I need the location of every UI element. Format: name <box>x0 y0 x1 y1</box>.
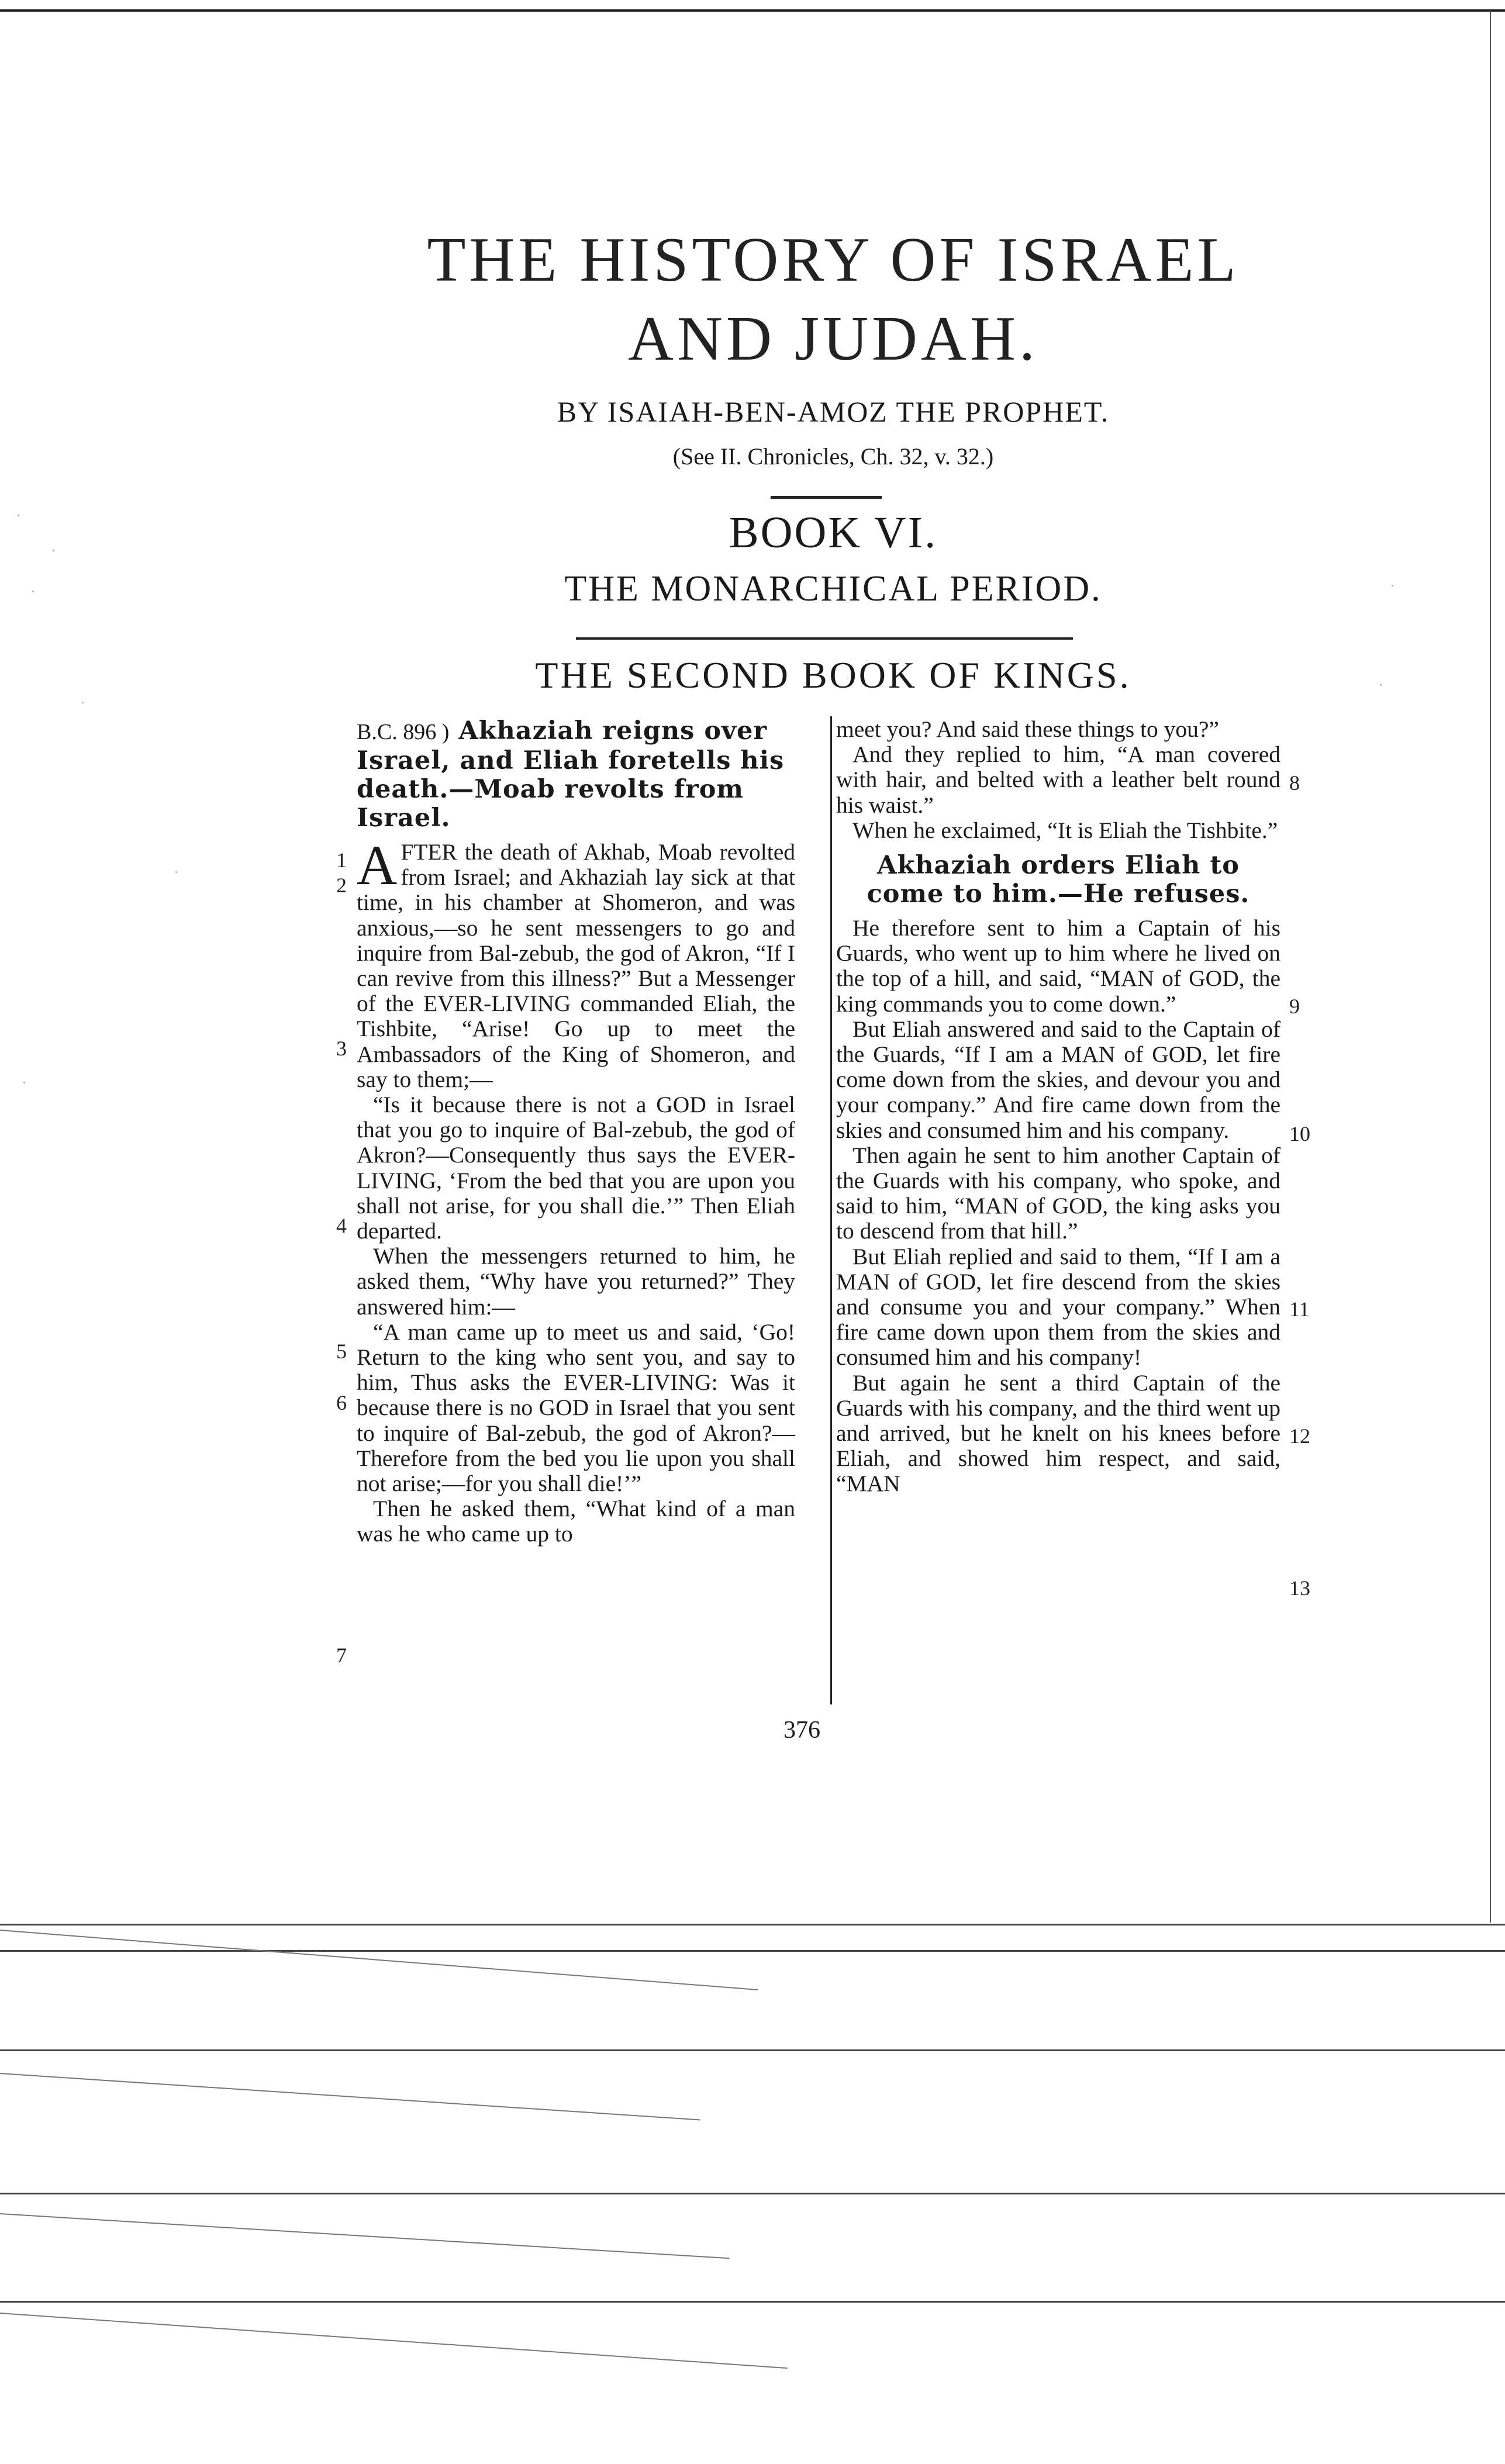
right-column <box>836 717 1280 1497</box>
section-rule <box>576 637 1073 640</box>
scan-speck <box>23 1082 25 1083</box>
paragraph: But again he sent a third Captain of the Guards with his company, and the third went up and arrived, but he knelt on his knees before Eliah, and showed him respect, and said, “MAN <box>836 1369 1280 1497</box>
title-rule <box>771 496 882 499</box>
verse-number: 1 <box>336 848 347 872</box>
verse-number: 6 <box>336 1391 347 1414</box>
section-heading: THE SECOND BOOK OF KINGS. <box>535 654 1131 696</box>
paragraph <box>357 834 795 1092</box>
verse-number: 13 <box>1289 1576 1310 1600</box>
paragraph: Then he asked them, “What kind of a man was he who came up to <box>357 1496 795 1547</box>
page-right-edge <box>1490 11 1491 1923</box>
verse-number: 12 <box>1289 1424 1310 1448</box>
verse-number: 4 <box>336 1214 347 1237</box>
scan-speck <box>1392 585 1393 586</box>
paragraph: He therefore sent to him a Captain of his Guards, who went up to him where he lived on the top of a hill, and said, “MAN of GOD, the king commands you to come down.” <box>836 915 1280 1017</box>
scan-artifact-line <box>0 1930 758 1990</box>
left-column <box>357 717 795 1547</box>
paragraph: “Is it because there is not a GOD in Israel that you go to inquire of Bal-zebub, the god of Akron?—Consequently thus says the EVER-LIVING, ‘From the bed that you are upon you shall not arise, for you shall die.’” Then Eliah departed. <box>357 1092 795 1244</box>
paragraph: Then again he sent to him another Captain of the Guards with his company, who spoke, and said to him, “MAN of GOD, the king asks you to descend from that hill.” <box>836 1142 1280 1244</box>
scan-speck <box>175 871 177 873</box>
period-heading: THE MONARCHICAL PERIOD. <box>564 569 1102 609</box>
paragraph: “A man came up to meet us and said, ‘Go! Return to the king who sent you, and say to him, Thus asks the EVER-LIVING: Was it because there is no GOD in Israel that you sent to inquire of Bal-zebub, the god of Akron?—Therefore from the bed you lie upon you shall not arise;—for you shall die!’” <box>357 1319 795 1497</box>
page-number: 376 <box>783 1717 820 1744</box>
right-section-heading: Akhaziah orders Eliah to come to him.—He refuses. <box>867 851 1250 909</box>
verse-number: 5 <box>336 1340 347 1363</box>
paragraph-text: FTER the death of Akhab, Moab revolted from Israel; and Akhaziah lay sick at that time, in his chamber at Shomeron, and was anxious,—so he sent messengers to go and inquire from Bal-zebub, the god of Akron, “If I can revive from this illness?” But a Messenger of the EVER-LIVING commanded Eliah, the Tishbite, “Arise! Go up to meet the Ambassadors of the King of Shomeron, and say to them;— <box>357 839 795 1092</box>
paragraph: When the messengers returned to him, he asked them, “Why have you returned?” They answered him:— <box>357 1243 795 1320</box>
drop-cap: A <box>357 834 398 896</box>
scan-artifact-line <box>0 2193 1505 2194</box>
scan-artifact-line <box>0 2301 1505 2303</box>
scan-artifact-line <box>0 2049 1505 2051</box>
scan-artifact-line <box>0 1924 1505 1925</box>
verse-number: 11 <box>1289 1297 1310 1321</box>
verse-number: 9 <box>1289 995 1300 1018</box>
left-section-heading <box>357 717 795 833</box>
book-heading: BOOK VI. <box>729 508 938 557</box>
scan-artifact-line <box>0 1950 1505 1952</box>
scan-speck <box>32 591 34 592</box>
byline: BY ISAIAH-BEN-AMOZ THE PROPHET. <box>557 395 1110 428</box>
scan-artifact-line <box>0 2073 700 2121</box>
verse-number: 3 <box>336 1037 347 1060</box>
verse-number: 7 <box>336 1644 347 1667</box>
paragraph: When he exclaimed, “It is Eliah the Tishbite.” <box>852 817 1278 843</box>
paragraph: meet you? And said these things to you?” <box>836 716 1219 742</box>
paragraph: But Eliah answered and said to the Captain of the Guards, “If I am a MAN of GOD, let fire come down from the skies, and devour you and your company.” And fire came down from the skies and consumed him and his company. <box>836 1016 1280 1143</box>
column-divider <box>830 716 832 1704</box>
scan-speck <box>1380 684 1382 686</box>
scan-artifact-line <box>0 2213 730 2259</box>
date-marker: B.C. 896 ) <box>357 720 450 744</box>
verse-number: 8 <box>1289 771 1300 795</box>
title-line-1: THE HISTORY OF ISRAEL <box>427 225 1240 295</box>
scan-speck <box>82 702 84 703</box>
title-line-2: AND JUDAH. <box>628 304 1038 374</box>
page-top-border <box>0 9 1505 12</box>
scan-speck <box>18 515 19 516</box>
verse-number: 2 <box>336 874 347 897</box>
reference-note: (See II. Chronicles, Ch. 32, v. 32.) <box>672 443 994 470</box>
scan-artifact-line <box>0 2313 788 2369</box>
scan-speck <box>53 550 54 551</box>
paragraph: And they replied to him, “A man covered with hair, and belted with a leather belt round his waist.” <box>836 741 1280 818</box>
verse-number: 10 <box>1289 1122 1310 1145</box>
paragraph: But Eliah replied and said to them, “If I am a MAN of GOD, let fire descend from the skies and consume you and your company.” When fire came down upon them from the skies and consumed him and his company! <box>836 1243 1280 1371</box>
left-heading-text: Akhaziah reigns over Israel, and Eliah foretells his death.—Moab revolts from Israel. <box>357 716 785 833</box>
